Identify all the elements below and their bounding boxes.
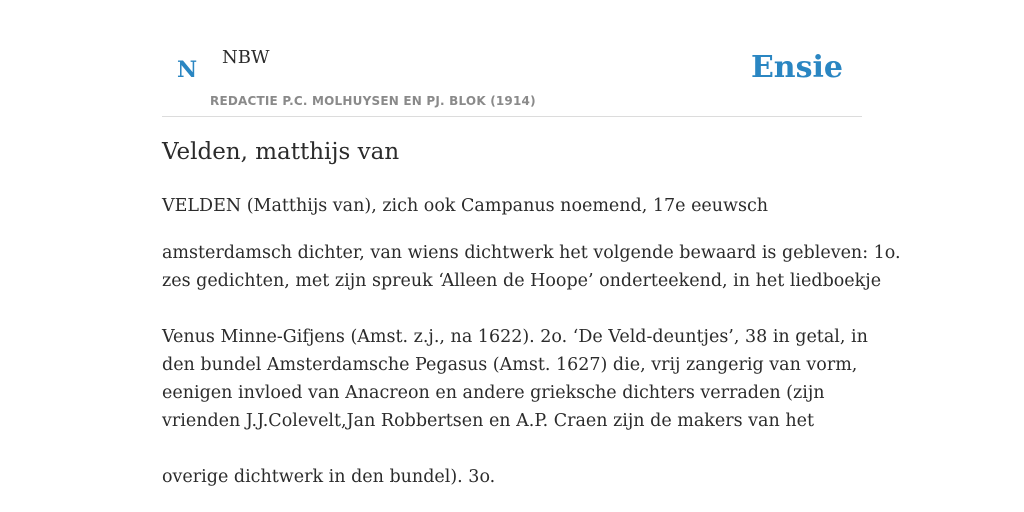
paragraph-line: den bundel Amsterdamsche Pegasus (Amst. 1627) die, vrij zangerig van vorm, xyxy=(162,355,858,375)
paragraph-line: zes gedichten, met zijn spreuk ‘Alleen de Hoope’ onderteekend, in het liedboekje xyxy=(162,271,882,291)
paragraph-line: amsterdamsch dichter, van wiens dichtwerk het volgende bewaard is gebleven: 1o. xyxy=(162,243,901,263)
paragraph-line: eenigen invloed van Anacreon en andere grieksche dichters verraden (zijn xyxy=(162,383,825,403)
article-paragraph-4 xyxy=(162,463,862,491)
article-paragraph-3 xyxy=(162,323,868,435)
article-paragraph-1 xyxy=(162,192,862,220)
source-name: NBW xyxy=(222,47,270,68)
article-title: Velden, matthijs van xyxy=(162,139,400,165)
site-header xyxy=(162,0,862,117)
source-logo: N xyxy=(177,57,198,83)
article-paragraph-2 xyxy=(162,239,901,295)
brand-logo[interactable]: Ensie xyxy=(750,50,843,85)
paragraph-line: VELDEN (Matthijs van), zich ook Campanus noemend, 17e eeuwsch xyxy=(162,196,769,216)
paragraph-line: Venus Minne-Gifjens (Amst. z.j., na 1622). 2o. ‘De Veld-deuntjes’, 38 in getal, in xyxy=(162,327,868,347)
paragraph-line: vrienden J.J.Colevelt,Jan Robbertsen en A.P. Craen zijn de makers van het xyxy=(162,411,814,431)
source-editors: REDACTIE P.C. MOLHUYSEN EN PJ. BLOK (1914) xyxy=(210,94,536,108)
paragraph-line: overige dichtwerk in den bundel). 3o. xyxy=(162,467,496,487)
